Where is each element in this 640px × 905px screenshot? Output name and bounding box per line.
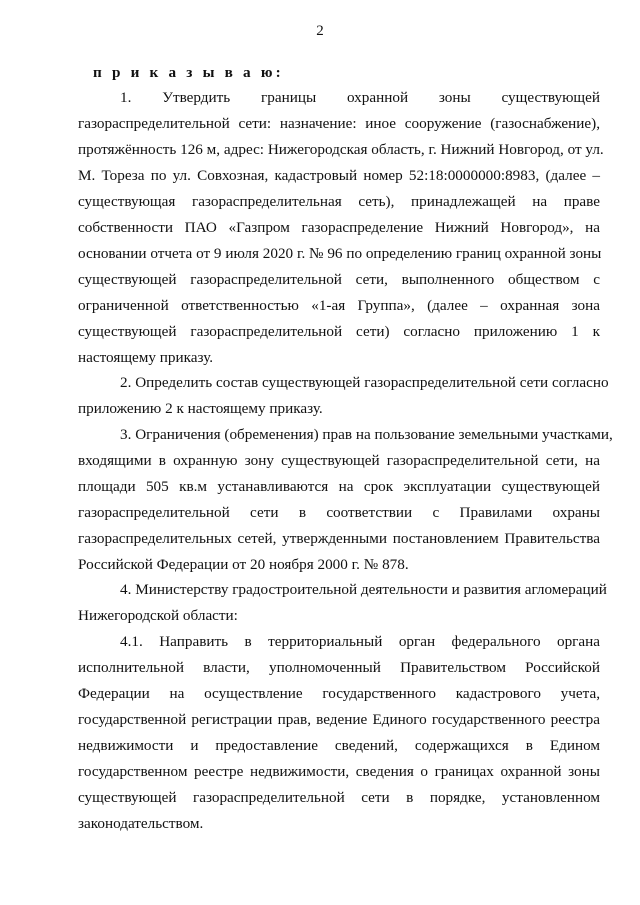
paragraph-line: М. Тореза по ул. Совхозная, кадастровый номер 52:18:0000000:8983, (далее – <box>78 167 600 184</box>
paragraph-line: настоящему приказу. <box>78 349 214 366</box>
paragraph-line: государственном реестре недвижимости, сведения о границах охранной зоны <box>78 763 600 780</box>
paragraph-line: 2. Определить состав существующей газораспределительной сети согласно <box>120 374 609 391</box>
paragraph-line: 3. Ограничения (обременения) прав на пользование земельными участками, <box>120 426 613 443</box>
paragraph-line: площади 505 кв.м устанавливаются на срок эксплуатации существующей <box>78 478 600 495</box>
paragraph-line: газораспределительной сети: назначение: иное сооружение (газоснабжение), <box>78 115 600 132</box>
paragraph-line: протяжённость 126 м, адрес: Нижегородская область, г. Нижний Новгород, от ул. <box>78 141 604 158</box>
paragraph-line: газораспределительной сети в соответствии с Правилами охраны <box>78 504 600 521</box>
paragraph-line: существующей газораспределительной сети) согласно приложению 1 к <box>78 323 600 340</box>
paragraph-line: 1. Утвердить границы охранной зоны существующей <box>120 89 600 106</box>
paragraph-line: Нижегородской области: <box>78 607 238 624</box>
paragraph-line: приложению 2 к настоящему приказу. <box>78 400 323 417</box>
paragraph-line: собственности ПАО «Газпром газораспределение Нижний Новгород», на <box>78 219 600 236</box>
paragraph-line: ограниченной ответственностью «1-ая Группа», (далее – охранная зона <box>78 297 600 314</box>
paragraph-line: Российской Федерации от 20 ноября 2000 г. № 878. <box>78 556 409 573</box>
paragraph-line: Федерации на осуществление государственного кадастрового учета, <box>78 685 600 702</box>
paragraph-line: газораспределительных сетей, утвержденными постановлением Правительства <box>78 530 600 547</box>
paragraph-line: 4. Министерству градостроительной деятельности и развития агломераций <box>120 581 607 598</box>
paragraph-line: существующая газораспределительная сеть), принадлежащей на праве <box>78 193 600 210</box>
paragraph-line: существующей газораспределительной сети, выполненного обществом с <box>78 271 600 288</box>
paragraph-line: исполнительной власти, уполномоченный Правительством Российской <box>78 659 600 676</box>
paragraph-line: существующей газораспределительной сети в порядке, установленном <box>78 789 600 806</box>
paragraph-line: законодательством. <box>78 815 204 832</box>
paragraph-line: государственной регистрации прав, ведение Единого государственного реестра <box>78 711 600 728</box>
paragraph-line: основании отчета от 9 июля 2020 г. № 96 по определению границ охранной зоны <box>78 245 602 262</box>
decree-heading: п р и к а з ы в а ю: <box>93 64 284 81</box>
paragraph-line: 4.1. Направить в территориальный орган федерального органа <box>120 633 600 650</box>
paragraph-line: недвижимости и предоставление сведений, содержащихся в Едином <box>78 737 600 754</box>
page-number: 2 <box>316 23 324 39</box>
paragraph-line: входящими в охранную зону существующей газораспределительной сети, на <box>78 452 600 469</box>
